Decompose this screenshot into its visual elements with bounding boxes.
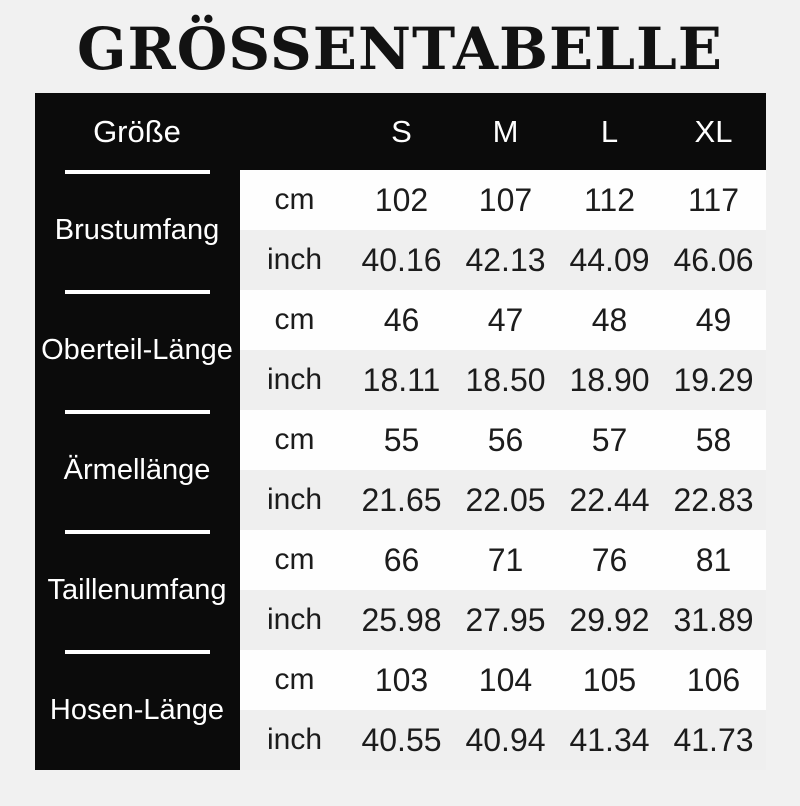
unit-cell-cm: cm [240,290,350,350]
value-cell: 41.34 [558,710,662,770]
value-cell: 57 [558,410,662,470]
value-cell: 29.92 [558,590,662,650]
unit-cell-cm: cm [240,650,350,710]
size-table [35,93,766,770]
unit-cell-cm: cm [240,530,350,590]
value-cell: 104 [454,650,558,710]
value-cell: 22.83 [662,470,766,530]
unit-cell-inch: inch [240,350,350,410]
header-unit-spacer [240,93,350,170]
value-cell: 22.44 [558,470,662,530]
value-cell: 58 [662,410,766,470]
value-cell: 47 [454,290,558,350]
value-cell: 18.50 [454,350,558,410]
value-cell: 18.90 [558,350,662,410]
value-cell: 49 [662,290,766,350]
value-cell: 18.11 [350,350,454,410]
value-cell: 46.06 [662,230,766,290]
value-cell: 112 [558,170,662,230]
value-cell: 46 [350,290,454,350]
row-label-brustumfang: Brustumfang [35,170,240,290]
value-cell: 71 [454,530,558,590]
row-label-taillenumfang: Taillenumfang [35,530,240,650]
value-cell: 44.09 [558,230,662,290]
unit-cell-cm: cm [240,170,350,230]
value-cell: 41.73 [662,710,766,770]
unit-cell-inch: inch [240,230,350,290]
unit-cell-inch: inch [240,710,350,770]
value-cell: 31.89 [662,590,766,650]
unit-cell-inch: inch [240,470,350,530]
value-cell: 107 [454,170,558,230]
value-cell: 27.95 [454,590,558,650]
table-header-row [35,93,766,170]
row-label-hosen-laenge: Hosen-Länge [35,650,240,770]
value-cell: 40.55 [350,710,454,770]
header-size-label: Größe [93,113,181,149]
value-cell: 21.65 [350,470,454,530]
value-cell: 19.29 [662,350,766,410]
value-cell: 56 [454,410,558,470]
header-size-xl: XL [694,113,733,149]
unit-cell-cm: cm [240,410,350,470]
page-title: GRÖSSENTABELLE [77,15,723,83]
value-cell: 40.16 [350,230,454,290]
row-label-oberteil-laenge: Oberteil-Länge [35,290,240,410]
header-size-m: M [492,113,519,149]
value-cell: 76 [558,530,662,590]
value-cell: 117 [662,170,766,230]
value-cell: 48 [558,290,662,350]
header-size-s: S [391,113,412,149]
value-cell: 42.13 [454,230,558,290]
value-cell: 106 [662,650,766,710]
unit-cell-inch: inch [240,590,350,650]
value-cell: 66 [350,530,454,590]
value-cell: 105 [558,650,662,710]
value-cell: 22.05 [454,470,558,530]
value-cell: 103 [350,650,454,710]
table-body [35,170,766,770]
value-cell: 81 [662,530,766,590]
value-cell: 55 [350,410,454,470]
value-cell: 25.98 [350,590,454,650]
value-cell: 40.94 [454,710,558,770]
row-label-aermellaenge: Ärmellänge [35,410,240,530]
header-size-l: L [600,113,619,149]
value-cell: 102 [350,170,454,230]
